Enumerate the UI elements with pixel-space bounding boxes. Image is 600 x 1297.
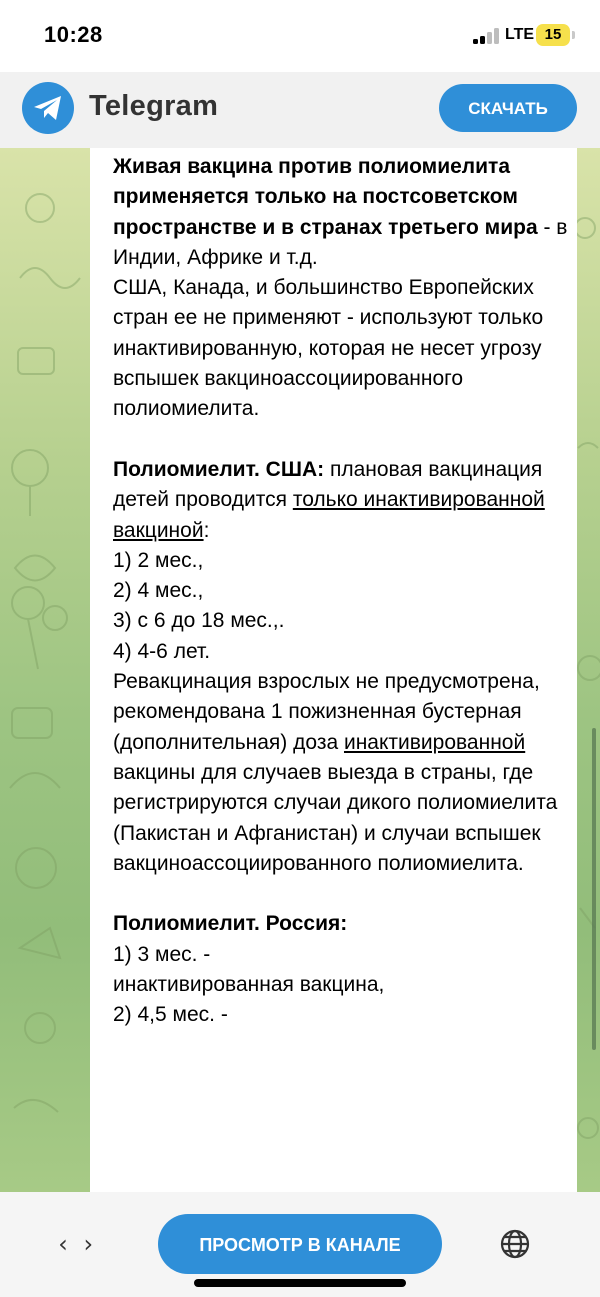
- russia-heading: Полиомиелит. Россия:: [113, 912, 348, 936]
- chat-background: [0, 148, 600, 1192]
- status-time: 10:28: [44, 22, 103, 47]
- battery-icon: 15: [536, 24, 570, 46]
- usa-schedule: 1) 2 мес., 2) 4 мес., 3) с 6 до 18 мес.,. 4) 4-6 лет. Ревакцинация взрослых не предусмотрена, рекомендована 1 пожизненная бустерная (дополнительная) доза: [113, 548, 540, 754]
- usa-inactivated-link-2[interactable]: инактивированной: [343, 730, 526, 754]
- message-bubble: [90, 148, 577, 1192]
- telegram-header: [0, 72, 600, 148]
- message-bold-intro: Живая вакцина против полиомиелита применяется только на постсоветском пространстве и в странах третьего мира: [113, 155, 538, 239]
- usa-text-end: вакцины для случаев выезда в страны, где регистрируются случаи дикого полиомиелита (Пакистан и Афганистан) и случаи вспышек вакциноассоциированного полиомиелита.: [113, 760, 558, 875]
- usa-inactivated-link[interactable]: только инактивированной вакциной: [113, 488, 545, 542]
- scrollbar[interactable]: [592, 728, 596, 1050]
- signal-icon: [473, 28, 501, 44]
- usa-heading: Полиомиелит. США:: [113, 457, 325, 481]
- download-button[interactable]: СКАЧАТЬ: [439, 84, 577, 132]
- view-in-channel-button[interactable]: ПРОСМОТР В КАНАЛЕ: [158, 1214, 442, 1274]
- usa-text: плановая вакцинация детей проводится: [113, 457, 543, 512]
- brand-name: Telegram: [89, 90, 219, 122]
- usa-colon: :: [203, 518, 210, 542]
- message-paragraph: - в Индии, Африке и т.д. США, Канада, и большинство Европейских стран ее не применяют - используют только инактивированную, которая не несет угрозу вспышек вакциноассоциированного полиомиелита.: [113, 215, 568, 421]
- status-bar: [0, 0, 600, 72]
- code-embed-icon[interactable]: ‹ ›: [56, 1230, 94, 1258]
- telegram-logo-icon: [22, 82, 74, 134]
- battery-tip: [572, 31, 575, 39]
- network-type: LTE: [505, 26, 535, 43]
- message-text: [113, 152, 573, 1031]
- home-indicator: [194, 1279, 406, 1287]
- globe-icon[interactable]: [500, 1229, 530, 1259]
- russia-schedule: 1) 3 мес. - инактивированная вакцина, 2) 4,5 мес. -: [113, 942, 385, 1027]
